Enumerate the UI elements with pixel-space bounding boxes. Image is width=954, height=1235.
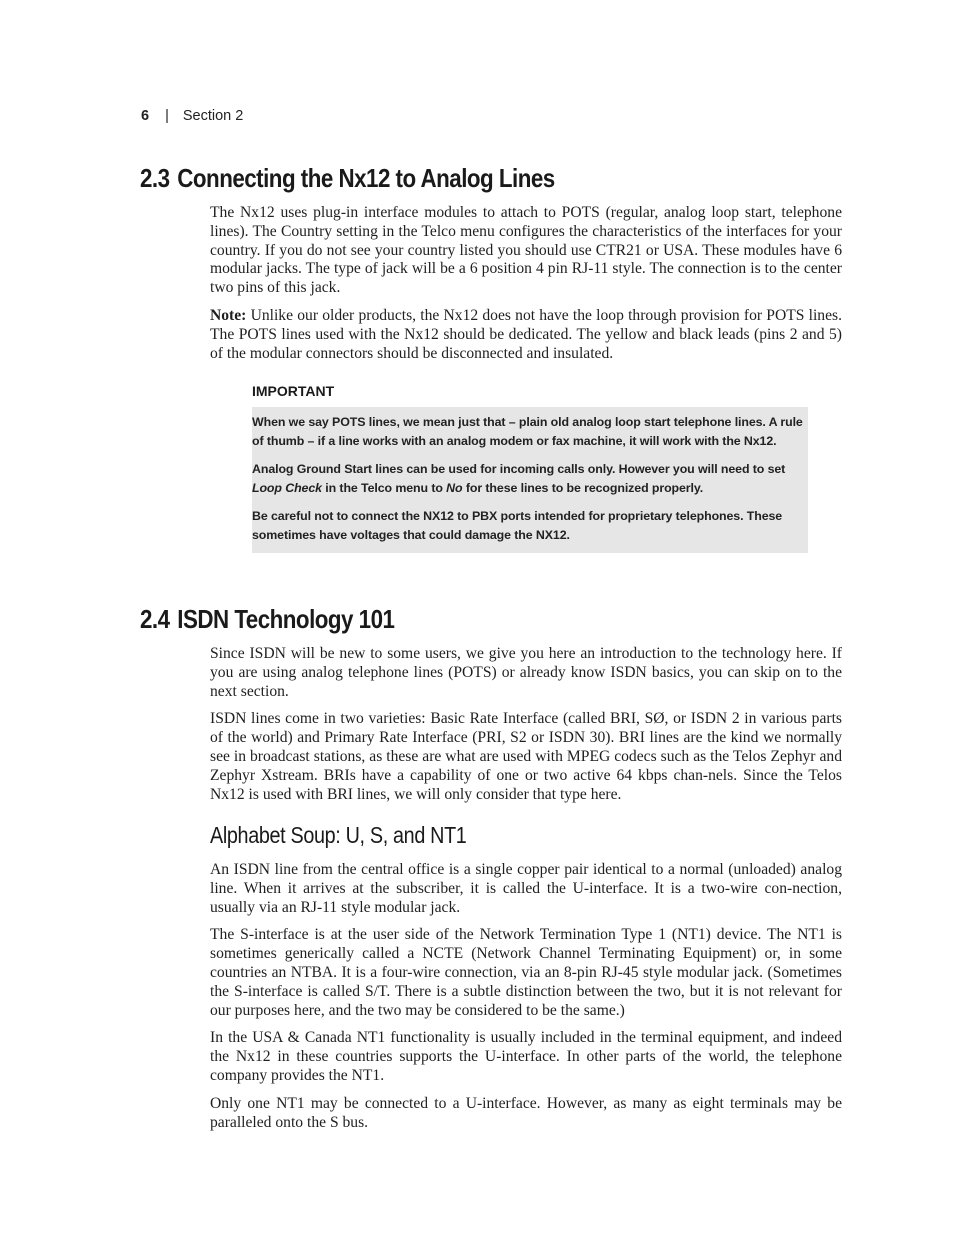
alphabet-soup-paragraph-2: The S-interface is at the user side of the Network Termination Type 1 (NT1) device. The NT1 is sometimes generically called a NCTE (Network Channel Terminating Equipment) or, in some countries an NTBA. It is a four-wire connection, via an 8-pin RJ-45 style modular jack. (Sometimes the S-interface is called S/T. There is a subtle distinction between the two, but it is not relevant for our purposes here, and the two may be considered to be the same.) xyxy=(210,926,842,1019)
header-separator: | xyxy=(165,108,169,124)
section-2-4-heading xyxy=(140,604,394,635)
section-2-4-paragraph-1: Since ISDN will be new to some users, we give you here an introduction to the technology here. If you are using analog telephone lines (POTS) or already know ISDN basics, you can skip on to the next section. xyxy=(210,645,842,700)
alphabet-soup-heading: Alphabet Soup: U, S, and NT1 xyxy=(210,822,467,848)
running-header xyxy=(141,108,243,124)
section-2-3-paragraph-1: The Nx12 uses plug-in interface modules to attach to POTS (regular, analog loop start, telephone lines). The Country setting in the Telco menu configures the characteristics of the interfaces for your country. If you do not see your country listed you should use CTR21 or USA. These modules have 6 modular jacks. The type of jack will be a 6 position 4 pin RJ-11 style. The connection is to the center two pins of this jack. xyxy=(210,204,842,297)
important-p2-text-3: for these lines to be recognized properly. xyxy=(462,481,704,495)
page-number: 6 xyxy=(141,108,150,124)
section-2-3-heading xyxy=(140,163,555,194)
important-p2-text-2: in the Telco menu to xyxy=(321,481,447,495)
no-value: No xyxy=(446,481,463,495)
section-2-3-body xyxy=(210,204,842,372)
important-paragraph-3: Be careful not to connect the NX12 to PBX ports intended for proprietary telephones. These sometimes have voltages that could damage the NX12. xyxy=(252,509,783,542)
note-label: Note: xyxy=(210,306,247,324)
section-2-4-paragraph-2: ISDN lines come in two varieties: Basic Rate Interface (called BRI, SØ, or ISDN 2 in various parts of the world) and Primary Rate Interface (PRI, S2 or ISDN 30). BRI lines are the kind we normally see in broadcast stations, as these are what are used with MPEG codecs such as the Telos Zephyr and Zephyr Xstream. BRIs have a capability of one or two active 64 kbps chan-nels. Since the Telos Nx12 is used with BRI lines, we will only consider that type here. xyxy=(210,710,842,803)
alphabet-soup-paragraph-4: Only one NT1 may be connected to a U-interface. However, as many as eight terminals may be paralleled onto the S bus. xyxy=(210,1094,842,1131)
important-paragraph-1: When we say POTS lines, we mean just that – plain old analog loop start telephone lines. A rule of thumb – if a line works with an analog modem or fax machine, it will work with the Nx12. xyxy=(252,415,803,448)
note-paragraph xyxy=(210,307,842,363)
section-2-4-body xyxy=(210,645,842,813)
important-box xyxy=(252,407,808,553)
alphabet-soup-body xyxy=(210,861,842,1141)
important-p2-text-1: Analog Ground Start lines can be used for incoming calls only. However you will need to set xyxy=(252,462,786,476)
note-text: Unlike our older products, the Nx12 does not have the loop through provision for POTS lines. The POTS lines used with the Nx12 should be dedicated. The yellow and black leads (pins 2 and 5) of the modular connectors should be disconnected and insulated. xyxy=(210,306,842,362)
section-2-4-number: 2.4 xyxy=(140,604,170,634)
important-callout xyxy=(252,383,808,553)
alphabet-soup-paragraph-3: In the USA & Canada NT1 functionality is usually included in the terminal equipment, and indeed the Nx12 in these countries supports the U-interface. In other parts of the world, the telephone company provides the NT1. xyxy=(210,1029,842,1084)
header-section: Section 2 xyxy=(182,108,244,124)
loop-check-setting: Loop Check xyxy=(252,481,322,495)
section-2-4-title: ISDN Technology 101 xyxy=(177,604,395,634)
alphabet-soup-paragraph-1: An ISDN line from the central office is a single copper pair identical to a normal (unloaded) analog line. When it arrives at the subscriber, it is called the U-interface. It is a two-wire con-nection, usually via an RJ-11 style modular jack. xyxy=(210,861,842,916)
section-2-3-number: 2.3 xyxy=(140,163,170,193)
important-paragraph-2 xyxy=(252,460,804,498)
important-title: IMPORTANT xyxy=(252,383,335,399)
section-2-3-title: Connecting the Nx12 to Analog Lines xyxy=(177,163,555,193)
